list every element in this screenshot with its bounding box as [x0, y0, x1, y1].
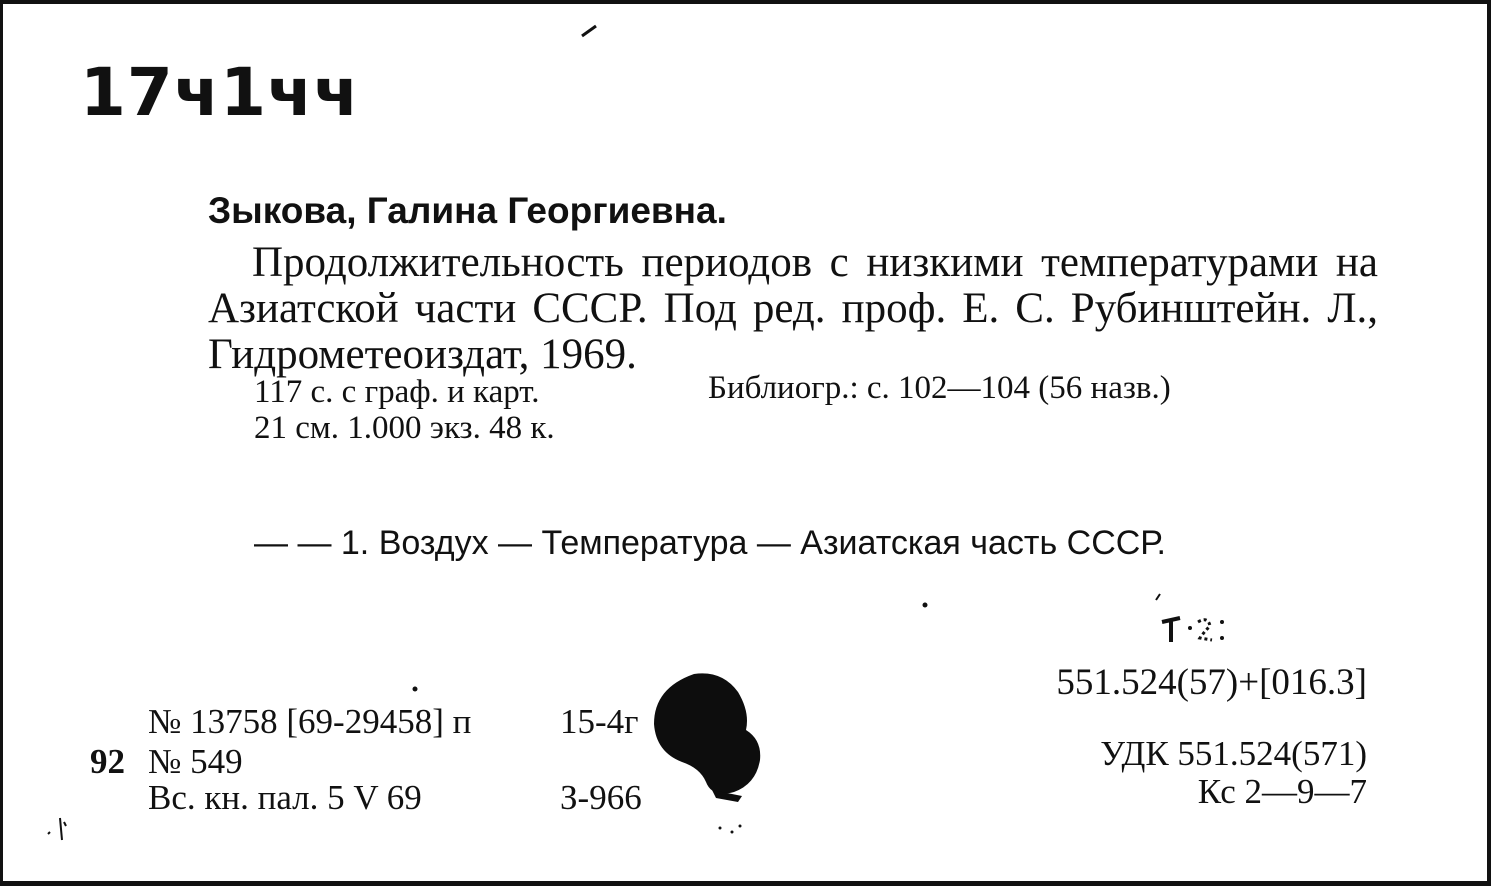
ks-number: Кс 2—9—7: [1197, 772, 1367, 811]
collation-pages: 117 с. с граф. и карт.: [254, 374, 540, 410]
speck-dot-1: [920, 600, 930, 610]
author-heading: Зыкова, Галина Георгиевна.: [208, 190, 727, 231]
code-bottom: З-966: [560, 778, 642, 817]
classification-number: 551.524(57)+[016.3]: [1056, 662, 1367, 703]
card-edge-left: [0, 0, 3, 886]
card-edge-right: [1487, 0, 1491, 886]
speck-mark-bottom: [42, 812, 72, 842]
order-number-2: № 549: [148, 742, 243, 781]
card-edge-bottom: [0, 881, 1491, 886]
bibliography-note: Библиогр.: с. 102—104 (56 назв.): [708, 370, 1171, 406]
ink-blot: [642, 664, 772, 804]
collation-size-price: 21 см. 1.000 экз. 48 к.: [254, 410, 555, 446]
margin-number: 92: [90, 742, 125, 781]
speck-mark-top: [580, 24, 600, 38]
code-top: 15-4г: [560, 702, 639, 741]
stamp-mark: [1138, 592, 1228, 662]
subject-heading: — — 1. Воздух — Температура — Азиатская часть СССР.: [254, 524, 1167, 562]
chamber-date: Вс. кн. пал. 5 V 69: [148, 778, 422, 817]
speck-dots-3: [716, 822, 746, 836]
speck-dot-2: [410, 684, 420, 694]
title-statement: Продолжительность периодов с низкими температурами на Азиатской части СССР. Под ред. проф. Е. С. Рубинштейн. Л., Гидрометеоиздат, 1969.: [208, 239, 1378, 378]
card-edge-top: [0, 0, 1491, 4]
inventory-number: 17ч1чч: [80, 54, 360, 131]
order-number: № 13758 [69-29458] п: [148, 702, 472, 741]
udc-number: УДК 551.524(571): [1100, 734, 1367, 773]
